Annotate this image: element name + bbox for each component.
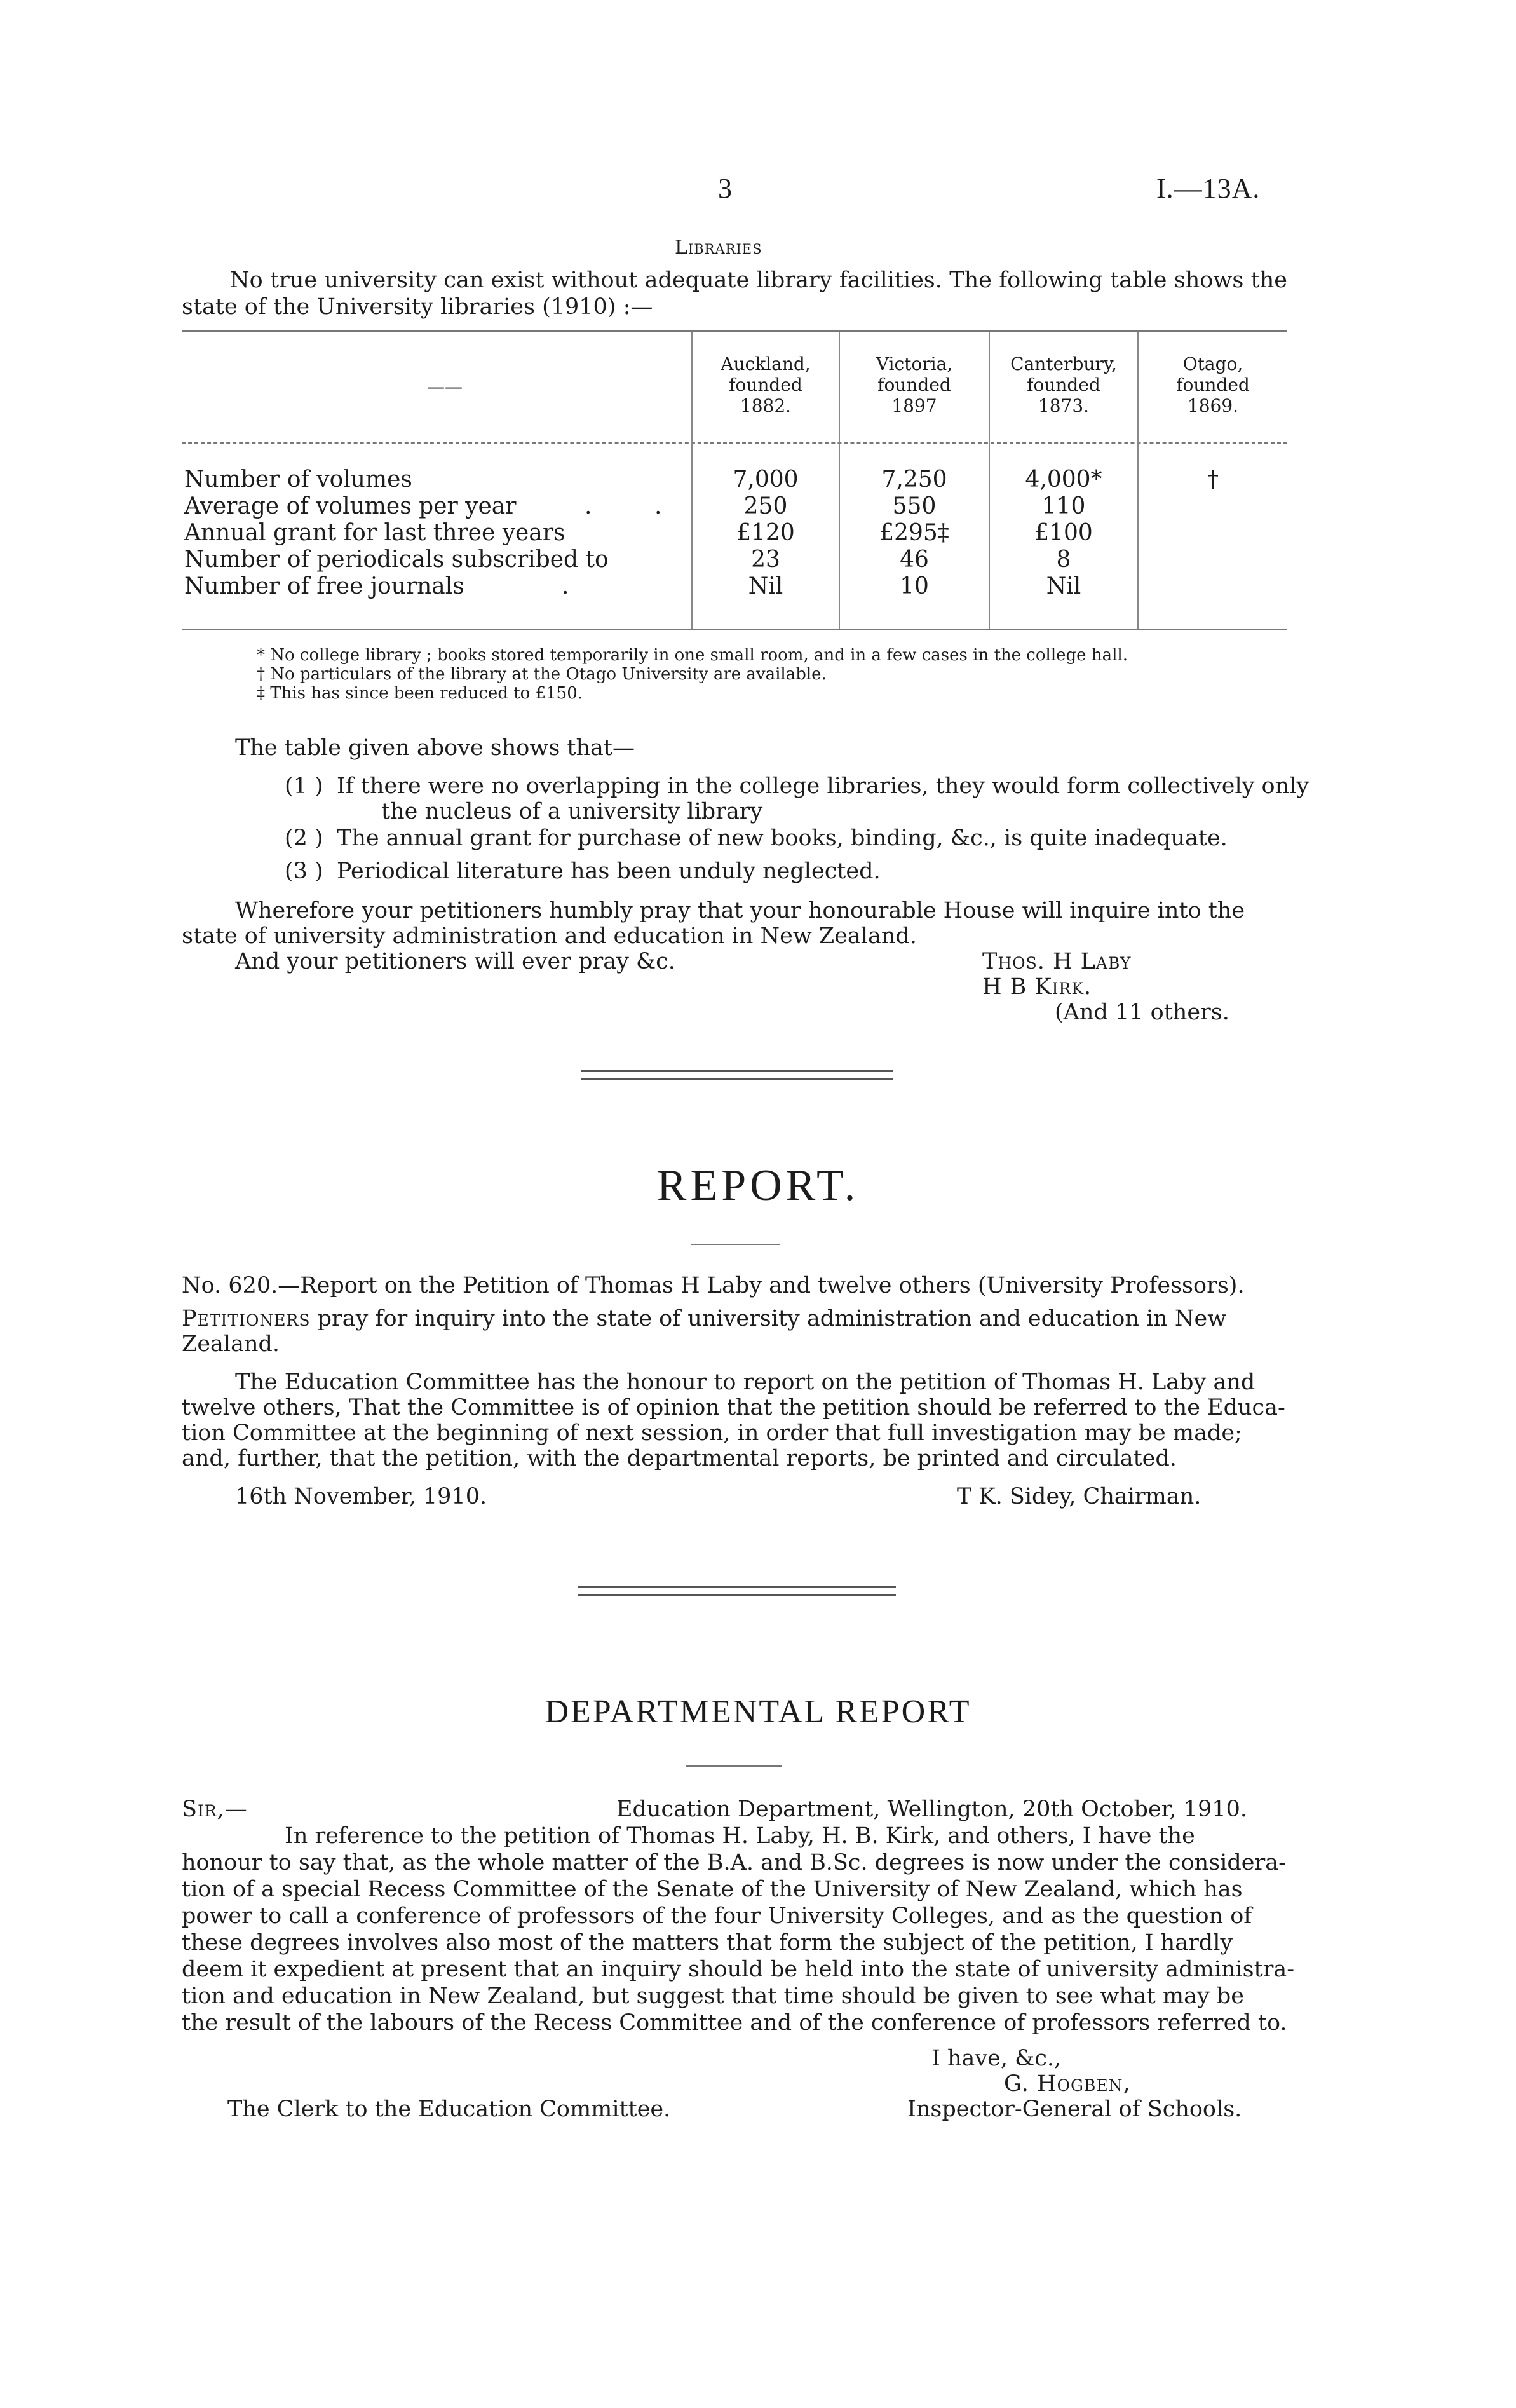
section-divider bbox=[581, 1070, 893, 1080]
column-name: Otago, bbox=[1182, 353, 1243, 374]
column-header-otago bbox=[1139, 353, 1287, 416]
leader-dot: . bbox=[654, 493, 662, 519]
footnote: * No college library ; books stored temporarily in one small room, and in a few cases in the college hall. bbox=[257, 646, 1128, 665]
departmental-title: DEPARTMENTAL REPORT bbox=[545, 1694, 971, 1730]
report-body-line: twelve others, That the Committee is of opinion that the petition should be referred to the Educa- bbox=[182, 1395, 1285, 1420]
signature: Thos. H Laby bbox=[982, 949, 1132, 974]
table-cell: 4,000* bbox=[1025, 466, 1102, 493]
column-founded: founded bbox=[729, 374, 802, 395]
report-date: 16th November, 1910. bbox=[235, 1484, 487, 1509]
table-cell: 7,250 bbox=[881, 466, 947, 493]
page-number: 3 bbox=[718, 173, 732, 204]
table-cell: 110 bbox=[1041, 493, 1086, 519]
report-petitioners-line bbox=[182, 1305, 1226, 1332]
table-cell: † bbox=[1207, 466, 1219, 493]
column-year: 1897 bbox=[891, 395, 937, 416]
petitioners-rest: pray for inquiry into the state of university administration and education in New bbox=[317, 1306, 1227, 1331]
document-code: I.—13A. bbox=[1156, 173, 1261, 204]
report-title: REPORT. bbox=[656, 1161, 860, 1210]
letter-line: tion and education in New Zealand, but suggest that time should be given to see what may be bbox=[182, 1983, 1245, 2009]
point-number: (1 ) bbox=[285, 773, 323, 799]
table-cell: £120 bbox=[736, 520, 795, 546]
table-cell: 10 bbox=[900, 573, 929, 599]
letter-line: tion of a special Recess Committee of the Senate of the University of New Zealand, which has bbox=[182, 1877, 1243, 1902]
column-founded: founded bbox=[877, 374, 951, 395]
column-name: Auckland, bbox=[721, 353, 811, 374]
report-signature: T K. Sidey, Chairman. bbox=[957, 1484, 1201, 1509]
letter-signer: G. Hogben, bbox=[1004, 2071, 1131, 2097]
letter-line: honour to say that, as the whole matter of the B.A. and B.Sc. degrees is now under the considera- bbox=[182, 1850, 1286, 1875]
table-cell: 8 bbox=[1056, 547, 1071, 573]
report-body-line: tion Committee at the beginning of next session, in order that full investigation may be made; bbox=[182, 1420, 1242, 1446]
column-founded: founded bbox=[1027, 374, 1100, 395]
column-founded: founded bbox=[1176, 374, 1250, 395]
letter-closing: I have, &c., bbox=[931, 2046, 1062, 2071]
point-number: (3 ) bbox=[285, 859, 323, 884]
table-cell: £295‡ bbox=[879, 520, 949, 546]
table-cell: Nil bbox=[1046, 573, 1081, 599]
libraries-intro bbox=[182, 267, 1287, 320]
table-corner: —— bbox=[427, 376, 463, 397]
letter-line: deem it expedient at present that an inquiry should be held into the state of university administra- bbox=[182, 1957, 1295, 1982]
table-top-rule bbox=[182, 330, 1287, 332]
letter-signer-title: Inspector-General of Schools. bbox=[907, 2097, 1242, 2122]
footnote: † No particulars of the library at the Otago University are available. bbox=[257, 665, 827, 684]
title-underline bbox=[686, 1765, 782, 1767]
letter-line: these degrees involves also most of the matters that form the subject of the petition, I hardly bbox=[182, 1930, 1233, 1956]
report-heading-line: No. 620.—Report on the Petition of Thomas H Laby and twelve others (University Professors). bbox=[182, 1273, 1245, 1298]
letter-addressee: The Clerk to the Education Committee. bbox=[227, 2097, 671, 2122]
table-cell: 550 bbox=[892, 493, 937, 519]
column-header-victoria bbox=[840, 353, 989, 416]
column-year: 1873. bbox=[1038, 395, 1090, 416]
title-underline bbox=[691, 1244, 780, 1245]
table-cell: 23 bbox=[751, 547, 780, 573]
footnote: ‡ This has since been reduced to £150. bbox=[257, 684, 583, 703]
table-header-rule bbox=[182, 442, 1287, 444]
column-header-auckland bbox=[693, 353, 839, 416]
column-name: Canterbury, bbox=[1010, 353, 1117, 374]
report-line: Zealand. bbox=[182, 1331, 280, 1357]
point-text-continued: the nucleus of a university library bbox=[381, 799, 763, 824]
table-row-label: Number of periodicals subscribed to bbox=[184, 547, 609, 573]
table-row-label: Annual grant for last three years bbox=[184, 520, 565, 546]
leader-dot: . bbox=[585, 493, 592, 519]
summary-intro: The table given above shows that— bbox=[235, 735, 635, 761]
table-cell: 46 bbox=[900, 547, 929, 573]
table-row-label: Number of free journals bbox=[184, 573, 464, 599]
signature: H B Kirk. bbox=[982, 974, 1092, 1000]
table-cell: 250 bbox=[743, 493, 788, 519]
report-body-line: and, further, that the petition, with the departmental reports, be printed and circulated. bbox=[182, 1446, 1177, 1471]
table-cell: £100 bbox=[1034, 520, 1093, 546]
closing-line: And your petitioners will ever pray &c. bbox=[235, 949, 675, 974]
petitioners-word: Petitioners bbox=[182, 1306, 311, 1331]
table-bottom-rule bbox=[182, 629, 1287, 630]
column-year: 1869. bbox=[1187, 395, 1239, 416]
column-header-canterbury bbox=[990, 353, 1137, 416]
section-divider bbox=[578, 1586, 896, 1596]
table-cell: 7,000 bbox=[733, 466, 799, 493]
libraries-heading: Libraries bbox=[675, 236, 762, 259]
signature-note: (And 11 others. bbox=[1055, 1000, 1229, 1025]
column-year: 1882. bbox=[740, 395, 792, 416]
column-name: Victoria, bbox=[876, 353, 953, 374]
letter-address: Education Department, Wellington, 20th October, 1910. bbox=[616, 1797, 1248, 1822]
table-row-label: Average of volumes per year bbox=[184, 493, 517, 519]
letter-line: the result of the labours of the Recess Committee and of the conference of professors referred to. bbox=[182, 2010, 1287, 2036]
leader-dot: . bbox=[562, 573, 569, 599]
salutation: Sir,— bbox=[182, 1797, 248, 1822]
letter-line: In reference to the petition of Thomas H. Laby, H. B. Kirk, and others, I have the bbox=[285, 1823, 1195, 1849]
table-row-label: Number of volumes bbox=[184, 466, 412, 493]
point-text: If there were no overlapping in the college libraries, they would form collectively only bbox=[337, 773, 1310, 799]
point-number: (2 ) bbox=[285, 826, 323, 851]
point-text: The annual grant for purchase of new books, binding, &c., is quite inadequate. bbox=[337, 826, 1228, 851]
prayer-line: state of university administration and education in New Zealand. bbox=[182, 923, 917, 949]
letter-line: power to call a conference of professors of the four University Colleges, and as the question of bbox=[182, 1903, 1252, 1929]
libraries-intro-text: No true university can exist without adequate library facilities. The following table shows the state of the University libraries (1910) :— bbox=[182, 268, 1287, 320]
prayer-line: Wherefore your petitioners humbly pray that your honourable House will inquire into the bbox=[235, 898, 1245, 923]
point-text: Periodical literature has been unduly neglected. bbox=[337, 859, 881, 884]
table-cell: Nil bbox=[748, 573, 783, 599]
report-body-line: The Education Committee has the honour to report on the petition of Thomas H. Laby and bbox=[235, 1370, 1255, 1395]
